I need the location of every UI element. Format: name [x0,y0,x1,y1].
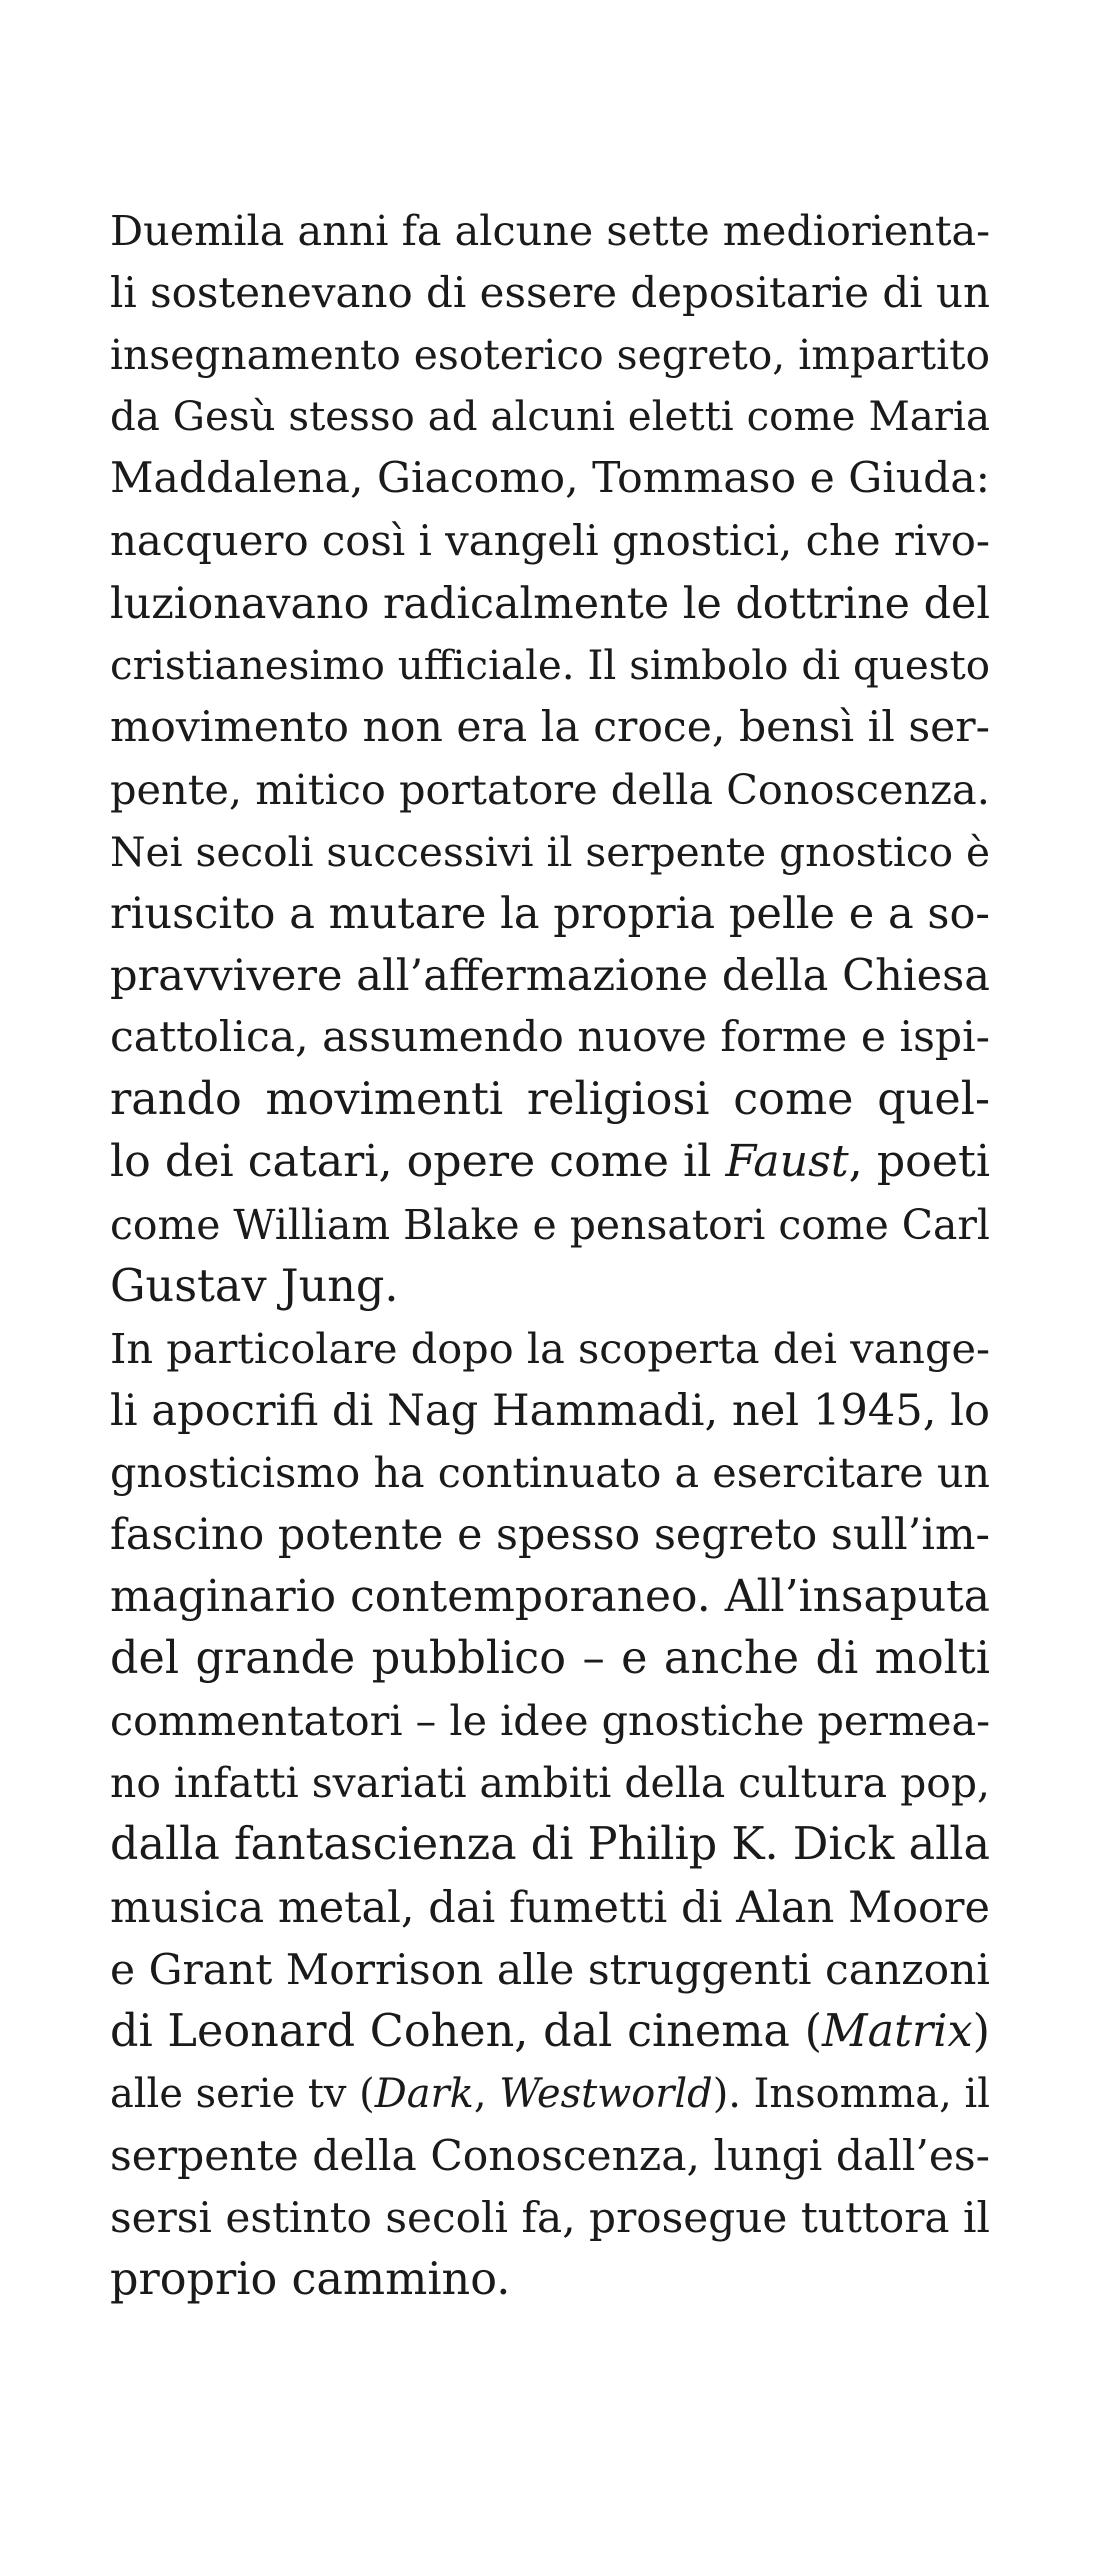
text-line: cattolica, assumendo nuove forme e ispi- [110,1013,990,1063]
text-line: luzionavano radicalmente le dottrine del [110,578,991,629]
text-line: gnosticismo ha continuato a esercitare un [110,1448,990,1497]
text-line: proprio cammino. [110,2254,511,2306]
text-line: pravvivere all’affermazione della Chiesa [110,951,990,1002]
text-line: li apocrifi di Nag Hammadi, nel 1945, lo [110,1385,990,1436]
text-line: Gustav Jung. [110,1260,399,1312]
text-line: musica metal, dai fumetti di Alan Moore [110,1882,990,1933]
text-line: di Leonard Cohen, dal cinema (Matrix) [110,2005,990,2057]
text-line: lo dei catari, opere come il Faust, poeti [110,1136,990,1188]
italic-title: Faust [725,1136,849,1188]
text-line: serpente della Conoscenza, lungi dall’es- [110,2130,990,2180]
text-line: cristianesimo ufficiale. Il simbolo di questo [110,641,990,689]
text-line: insegnamento esoterico segreto, impartito [110,331,991,380]
text-line: li sostenevano di essere depositarie di un [110,268,990,318]
text-line: movimento non era la croce, bensì il ser- [110,702,990,752]
italic-title: Matrix [822,2005,973,2057]
text-line: e Grant Morrison alle struggenti canzoni [110,1944,990,1994]
text-line: da Gesù stesso ad alcuni eletti come Maria [110,393,990,441]
text-line: rando movimenti religiosi come quel- [110,1074,990,1126]
text-line: pente, mitico portatore della Conoscenza. [110,765,990,814]
text-line: riuscito a mutare la propria pelle e a so- [110,889,990,940]
text-line: sersi estinto secoli fa, prosegue tuttora il [110,2193,990,2242]
text-line: Nei secoli successivi il serpente gnostico è [110,827,990,876]
text-line: Maddalena, Giacomo, Tommaso e Giuda: [110,454,990,504]
italic-title: Westworld [499,2070,713,2117]
text-line: In particolare dopo la scoperta dei vange- [110,1324,990,1373]
text-line: Duemila anni fa alcune sette mediorienta- [110,207,991,255]
text-line: fascino potente e spesso segreto sull’im- [110,1509,990,1560]
text-line: alle serie tv (Dark, Westworld). Insomma, il [110,2070,991,2117]
text-line: commentatori – le idee gnostiche permea- [110,1697,990,1746]
text-line: del grande pubblico – e anche di molti [110,1633,990,1685]
text-line: no infatti svariati ambiti della cultura pop, [110,1759,990,1808]
text-line: dalla fantascienza di Philip K. Dick alla [110,1819,990,1871]
text-line: nacquero così i vangeli gnostici, che rivo- [110,516,990,566]
body-text [110,200,990,2311]
text-line: maginario contemporaneo. All’insaputa [110,1571,990,1623]
text-line: come William Blake e pensatori come Carl [110,1200,990,1249]
italic-title: Dark [374,2070,474,2117]
